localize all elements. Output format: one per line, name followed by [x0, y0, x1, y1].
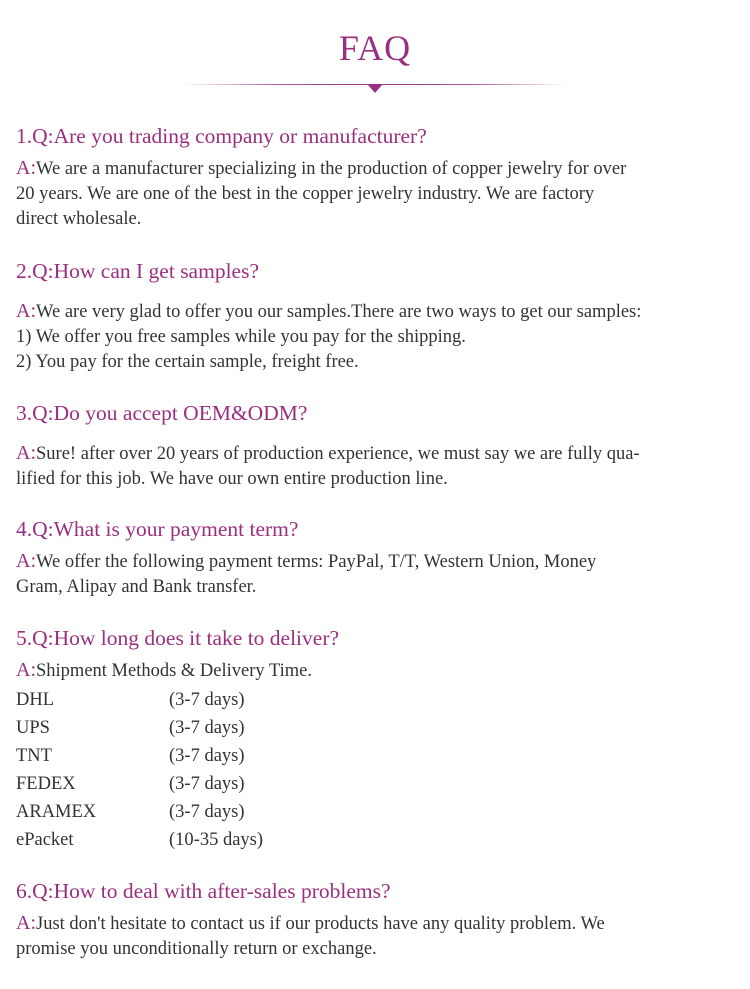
answer-line: 2) You pay for the certain sample, freight free.	[16, 352, 359, 372]
shipping-row	[16, 826, 746, 854]
faq-question: 3.Q:Do you accept OEM&ODM?	[16, 401, 308, 425]
answer-text: Shipment Methods & Delivery Time.	[36, 661, 312, 681]
delivery-time: (3-7 days)	[169, 802, 245, 822]
faq-item-5	[16, 625, 746, 854]
divider-arrow-icon	[368, 85, 382, 93]
faq-item-6	[16, 878, 746, 962]
shipping-method: ePacket	[16, 830, 74, 850]
answer-text: Sure! after over 20 years of production experience, we must say we are fully qua-	[36, 444, 640, 464]
answer-prefix: A:	[16, 659, 36, 681]
shipping-method: TNT	[16, 746, 52, 766]
faq-question: 5.Q:How long does it take to deliver?	[16, 626, 340, 650]
faq-item-3	[16, 400, 746, 492]
answer-line	[16, 549, 746, 575]
shipping-method: UPS	[16, 718, 50, 738]
shipping-row	[16, 714, 746, 742]
delivery-time: (3-7 days)	[169, 774, 245, 794]
faq-answer	[16, 911, 746, 962]
shipping-row	[16, 798, 746, 826]
delivery-time: (10-35 days)	[169, 830, 264, 850]
answer-text: We offer the following payment terms: PayPal, T/T, Western Union, Money	[36, 552, 597, 572]
answer-prefix: A:	[16, 157, 36, 179]
shipping-row	[16, 770, 746, 798]
faq-question: 6.Q:How to deal with after-sales problems?	[16, 879, 391, 903]
answer-line: direct wholesale.	[16, 209, 142, 229]
faq-answer	[16, 441, 746, 492]
answer-line: 1) We offer you free samples while you pay for the shipping.	[16, 327, 466, 347]
faq-header	[0, 26, 750, 70]
shipping-method: DHL	[16, 690, 55, 710]
answer-line: 20 years. We are one of the best in the copper jewelry industry. We are factory	[16, 184, 595, 204]
faq-answer	[16, 658, 746, 684]
answer-line	[16, 911, 746, 937]
answer-line	[16, 156, 746, 182]
faq-item-2	[16, 258, 746, 375]
answer-line: Gram, Alipay and Bank transfer.	[16, 577, 257, 597]
answer-line: promise you unconditionally return or exchange.	[16, 939, 377, 959]
answer-prefix: A:	[16, 442, 36, 464]
answer-prefix: A:	[16, 912, 36, 934]
answer-text: Just don't hesitate to contact us if our products have any quality problem. We	[36, 914, 605, 934]
faq-answer	[16, 156, 746, 232]
faq-question: 1.Q:Are you trading company or manufacturer?	[16, 124, 427, 148]
answer-text: We are a manufacturer specializing in the production of copper jewelry for over	[36, 159, 627, 179]
shipping-row	[16, 686, 746, 714]
faq-answer	[16, 299, 746, 375]
answer-line	[16, 299, 746, 325]
delivery-time: (3-7 days)	[169, 718, 245, 738]
shipping-table	[16, 686, 746, 854]
answer-line	[16, 441, 746, 467]
shipping-method: FEDEX	[16, 774, 76, 794]
faq-answer	[16, 549, 746, 600]
answer-text: We are very glad to offer you our samples.There are two ways to get our samples:	[36, 302, 642, 322]
faq-item-1	[16, 123, 746, 232]
shipping-row	[16, 742, 746, 770]
delivery-time: (3-7 days)	[169, 690, 245, 710]
faq-question: 2.Q:How can I get samples?	[16, 259, 259, 283]
answer-prefix: A:	[16, 300, 36, 322]
faq-question: 4.Q:What is your payment term?	[16, 517, 299, 541]
answer-prefix: A:	[16, 550, 36, 572]
shipping-method: ARAMEX	[16, 802, 97, 822]
answer-line: lified for this job. We have our own entire production line.	[16, 469, 448, 489]
answer-line	[16, 658, 746, 684]
faq-item-4	[16, 516, 746, 600]
page-title: FAQ	[338, 28, 412, 68]
delivery-time: (3-7 days)	[169, 746, 245, 766]
